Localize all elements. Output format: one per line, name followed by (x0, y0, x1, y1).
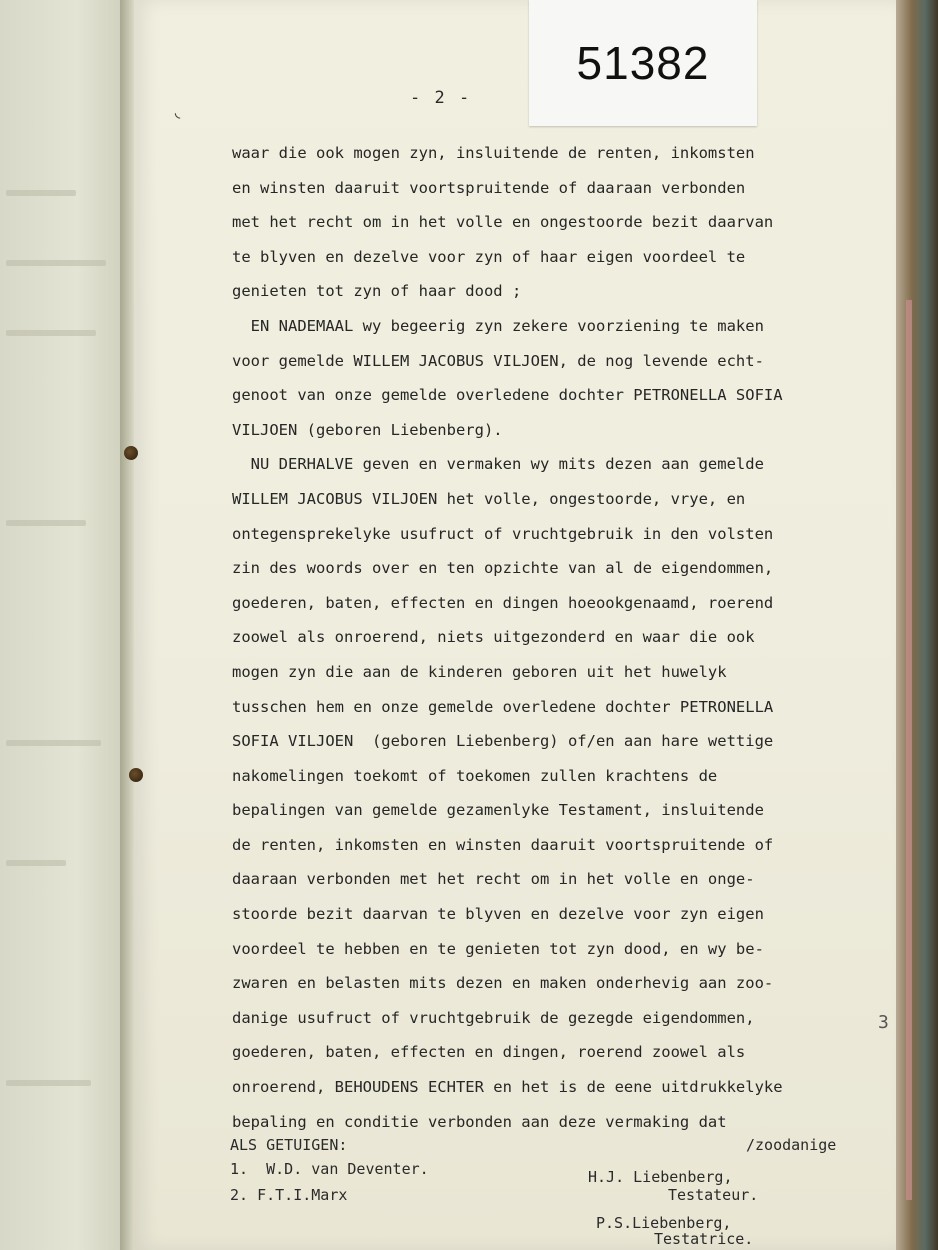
page-edge-pink (906, 300, 912, 1200)
archive-number: 51382 (576, 37, 710, 89)
body-text (232, 140, 872, 1143)
testateur-name: H.J. Liebenberg, (588, 1168, 733, 1186)
text-line: nakomelingen toekomt of toekomen zullen krachtens de (232, 766, 718, 785)
text-line: genoot van onze gemelde overledene dochter PETRONELLA SOFIA (232, 386, 783, 405)
text-line: de renten, inkomsten en winsten daaruit voortspruitende of (232, 835, 774, 854)
left-page (0, 0, 128, 1250)
text-line: bepaling en conditie verbonden aan deze vermaking dat (232, 1112, 727, 1131)
margin-mark: 3 (878, 1012, 889, 1033)
text-line: met het recht om in het volle en ongestoorde bezit daarvan (232, 213, 774, 232)
witness-1: 1. W.D. van Deventer. (230, 1160, 429, 1178)
testatrice-name: P.S.Liebenberg, (596, 1214, 732, 1232)
binding-hole (129, 768, 143, 782)
text-line: zoowel als onroerend, niets uitgezonderd en waar die ook (232, 628, 755, 647)
testateur-role: Testateur. (668, 1186, 759, 1204)
text-line: zin des woords over en ten opzichte van al de eigendommen, (232, 559, 774, 578)
text-line: voor gemelde WILLEM JACOBUS VILJOEN, de nog levende echt- (232, 351, 764, 370)
witness-2: 2. F.T.I.Marx (230, 1186, 348, 1204)
text-line: ontegensprekelyke usufruct of vruchtgebruik in den volsten (232, 524, 774, 543)
archive-number-sticker (529, 0, 757, 126)
text-line: voordeel te hebben en te genieten tot zyn dood, en wy be- (232, 939, 764, 958)
text-line: onroerend, BEHOUDENS ECHTER en het is de eene uitdrukkelyke (232, 1078, 783, 1097)
text-line: danige usufruct of vruchtgebruik de gezegde eigendommen, (232, 1008, 755, 1027)
text-line: goederen, baten, effecten en dingen hoeookgenaamd, roerend (232, 593, 774, 612)
pencil-tick: ◟ (172, 102, 183, 123)
page-number: - 2 - (410, 88, 472, 108)
text-line: mogen zyn die aan de kinderen geboren uit het huwelyk (232, 662, 727, 681)
text-line: goederen, baten, effecten en dingen, roerend zoowel als (232, 1043, 746, 1062)
text-line: SOFIA VILJOEN (geboren Liebenberg) of/en aan hare wettige (232, 732, 774, 751)
text-line: WILLEM JACOBUS VILJOEN het volle, ongestoorde, vrye, en (232, 489, 746, 508)
binding-hole (124, 446, 138, 460)
continuation-word: /zoodanige (746, 1136, 837, 1154)
text-line: NU DERHALVE geven en vermaken wy mits dezen aan gemelde (232, 455, 764, 474)
text-line: bepalingen van gemelde gezamenlyke Testament, insluitende (232, 801, 764, 820)
text-line: stoorde bezit daarvan te blyven en dezelve voor zyn eigen (232, 905, 764, 924)
text-line: tusschen hem en onze gemelde overledene dochter PETRONELLA (232, 697, 774, 716)
text-line: waar die ook mogen zyn, insluitende de renten, inkomsten (232, 144, 755, 162)
testatrice-role: Testatrice. (654, 1230, 754, 1248)
text-line: VILJOEN (geboren Liebenberg). (232, 420, 503, 439)
text-line: EN NADEMAAL wy begeerig zyn zekere voorziening te maken (232, 316, 764, 335)
text-line: zwaren en belasten mits dezen en maken onderhevig aan zoo- (232, 974, 774, 993)
witnesses-heading: ALS GETUIGEN: (230, 1136, 348, 1154)
text-line: en winsten daaruit voortspruitende of daaraan verbonden (232, 178, 746, 197)
text-line: te blyven en dezelve voor zyn of haar eigen voordeel te (232, 247, 746, 266)
text-line: genieten tot zyn of haar dood ; (232, 282, 522, 301)
text-line: daaraan verbonden met het recht om in het volle en onge- (232, 870, 755, 889)
